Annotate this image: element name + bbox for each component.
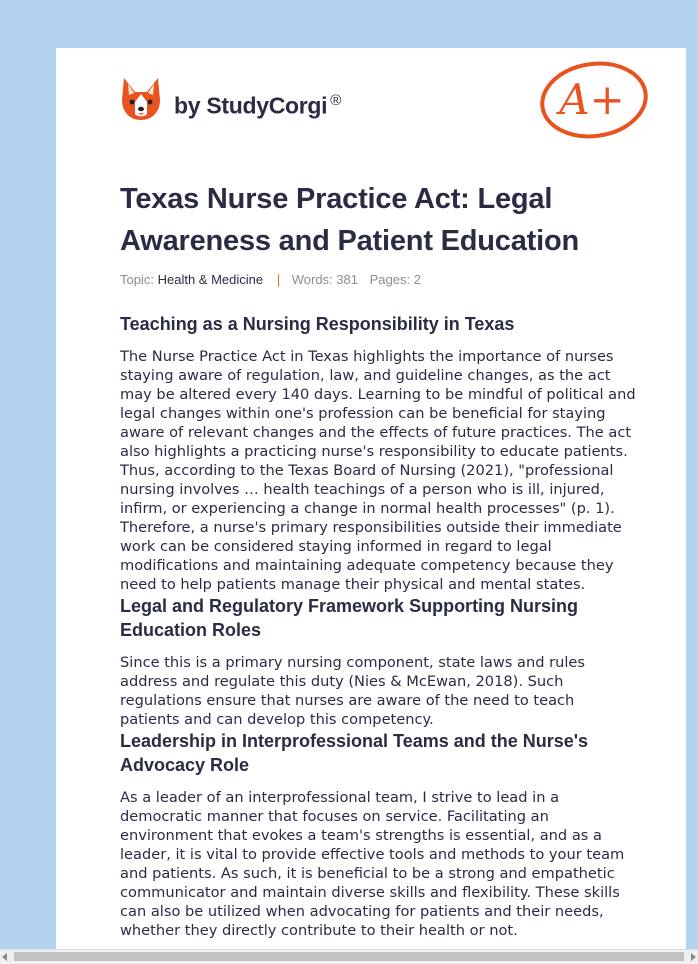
document-page bbox=[56, 48, 686, 950]
article-meta bbox=[120, 272, 636, 287]
brand-label: by StudyCorgi bbox=[174, 92, 328, 119]
scroll-left-arrow-icon[interactable] bbox=[2, 953, 7, 961]
page-count: Pages: 2 bbox=[369, 272, 421, 287]
topic-label: Topic: bbox=[120, 272, 154, 287]
topic-link[interactable]: Health & Medicine bbox=[157, 272, 264, 287]
brand-name[interactable] bbox=[174, 92, 341, 120]
section-heading: Teaching as a Nursing Responsibility in Texas bbox=[120, 314, 515, 334]
header bbox=[120, 76, 646, 140]
section-paragraph: Since this is a primary nursing component, state laws and rules address and regulate this duty (Nies & McEwan, 2018). Such regulations ensure that nurses are aware of the need to teach patients and can develop this competency. bbox=[120, 654, 586, 728]
horizontal-scrollbar[interactable] bbox=[0, 949, 698, 964]
page-title: Texas Nurse Practice Act: Legal Awareness and Patient Education bbox=[120, 183, 580, 257]
scrollbar-thumb[interactable] bbox=[14, 952, 684, 961]
grade-text: A+ bbox=[559, 75, 625, 124]
section-heading: Legal and Regulatory Framework Supporting Nursing Education Roles bbox=[120, 596, 579, 640]
meta-separator: | bbox=[276, 272, 281, 287]
section-paragraph: The Nurse Practice Act in Texas highlights the importance of nurses staying aware of regulation, law, and guideline changes, as the act may be altered every 140 days. Learning to be mindful of political and legal changes within one's profession can be beneficial for staying aware of relevant changes and the effects of future practices. The act also highlights a practicing nurse's responsibility to educate patients. Thus, according to the Texas Board of Nursing (2021), "professional nursing involves … health teachings of a person who is ill, injured, infirm, or experiencing a change in normal health processes" (p. 1). Therefore, a nurse's primary responsibilities outside their immediate work can be considered staying informed in regard to legal modifications and maintaining adequate competency because they need to help patients manage their physical and mental states. bbox=[120, 348, 636, 593]
registered-mark: ® bbox=[330, 92, 342, 109]
scroll-right-arrow-icon[interactable] bbox=[691, 953, 696, 961]
article bbox=[120, 178, 636, 940]
section-paragraph: As a leader of an interprofessional team, I strive to lead in a democratic manner that focuses on service. Facilitating an environment that evokes a team's strengths is essential, and as a leader, it is vital to provide effective tools and methods to your team and patients. As such, it is beneficial to be a strong and empathetic communicator and maintain diverse skills and flexibility. These skills can also be utilized when advocating for patients and their needs, whether they directly contribute to their health or not. bbox=[120, 789, 625, 939]
section-heading: Leadership in Interprofessional Teams and the Nurse's Advocacy Role bbox=[120, 731, 589, 775]
grade-a-plus-icon bbox=[538, 58, 650, 142]
word-count: Words: 381 bbox=[291, 272, 358, 287]
corgi-logo-icon bbox=[120, 76, 162, 122]
